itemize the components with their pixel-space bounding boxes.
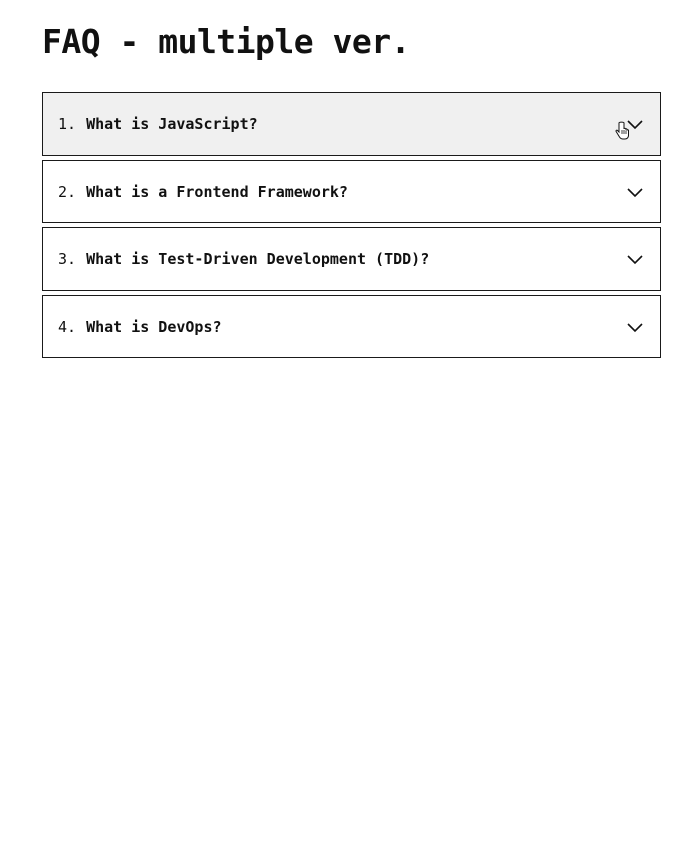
chevron-down-icon[interactable] bbox=[626, 118, 644, 130]
faq-item-1[interactable] bbox=[42, 92, 661, 156]
chevron-down-icon[interactable] bbox=[626, 321, 644, 333]
faq-number: 4. bbox=[58, 317, 77, 336]
faq-number: 2. bbox=[58, 182, 77, 201]
faq-page bbox=[42, 0, 661, 358]
faq-number: 3. bbox=[58, 250, 77, 268]
faq-question: What is a Frontend Framework? bbox=[86, 182, 348, 201]
faq-question: What is Test-Driven Development (TDD)? bbox=[86, 250, 430, 268]
chevron-down-icon[interactable] bbox=[626, 186, 644, 198]
faq-item-2[interactable] bbox=[42, 160, 661, 223]
page-title: FAQ - multiple ver. bbox=[42, 22, 410, 61]
faq-number: 1. bbox=[58, 115, 77, 133]
faq-question: What is JavaScript? bbox=[86, 115, 258, 133]
faq-list bbox=[42, 92, 661, 358]
faq-question: What is DevOps? bbox=[86, 317, 222, 336]
faq-item-3[interactable] bbox=[42, 227, 661, 291]
chevron-down-icon[interactable] bbox=[626, 253, 644, 265]
faq-item-4[interactable] bbox=[42, 295, 661, 358]
